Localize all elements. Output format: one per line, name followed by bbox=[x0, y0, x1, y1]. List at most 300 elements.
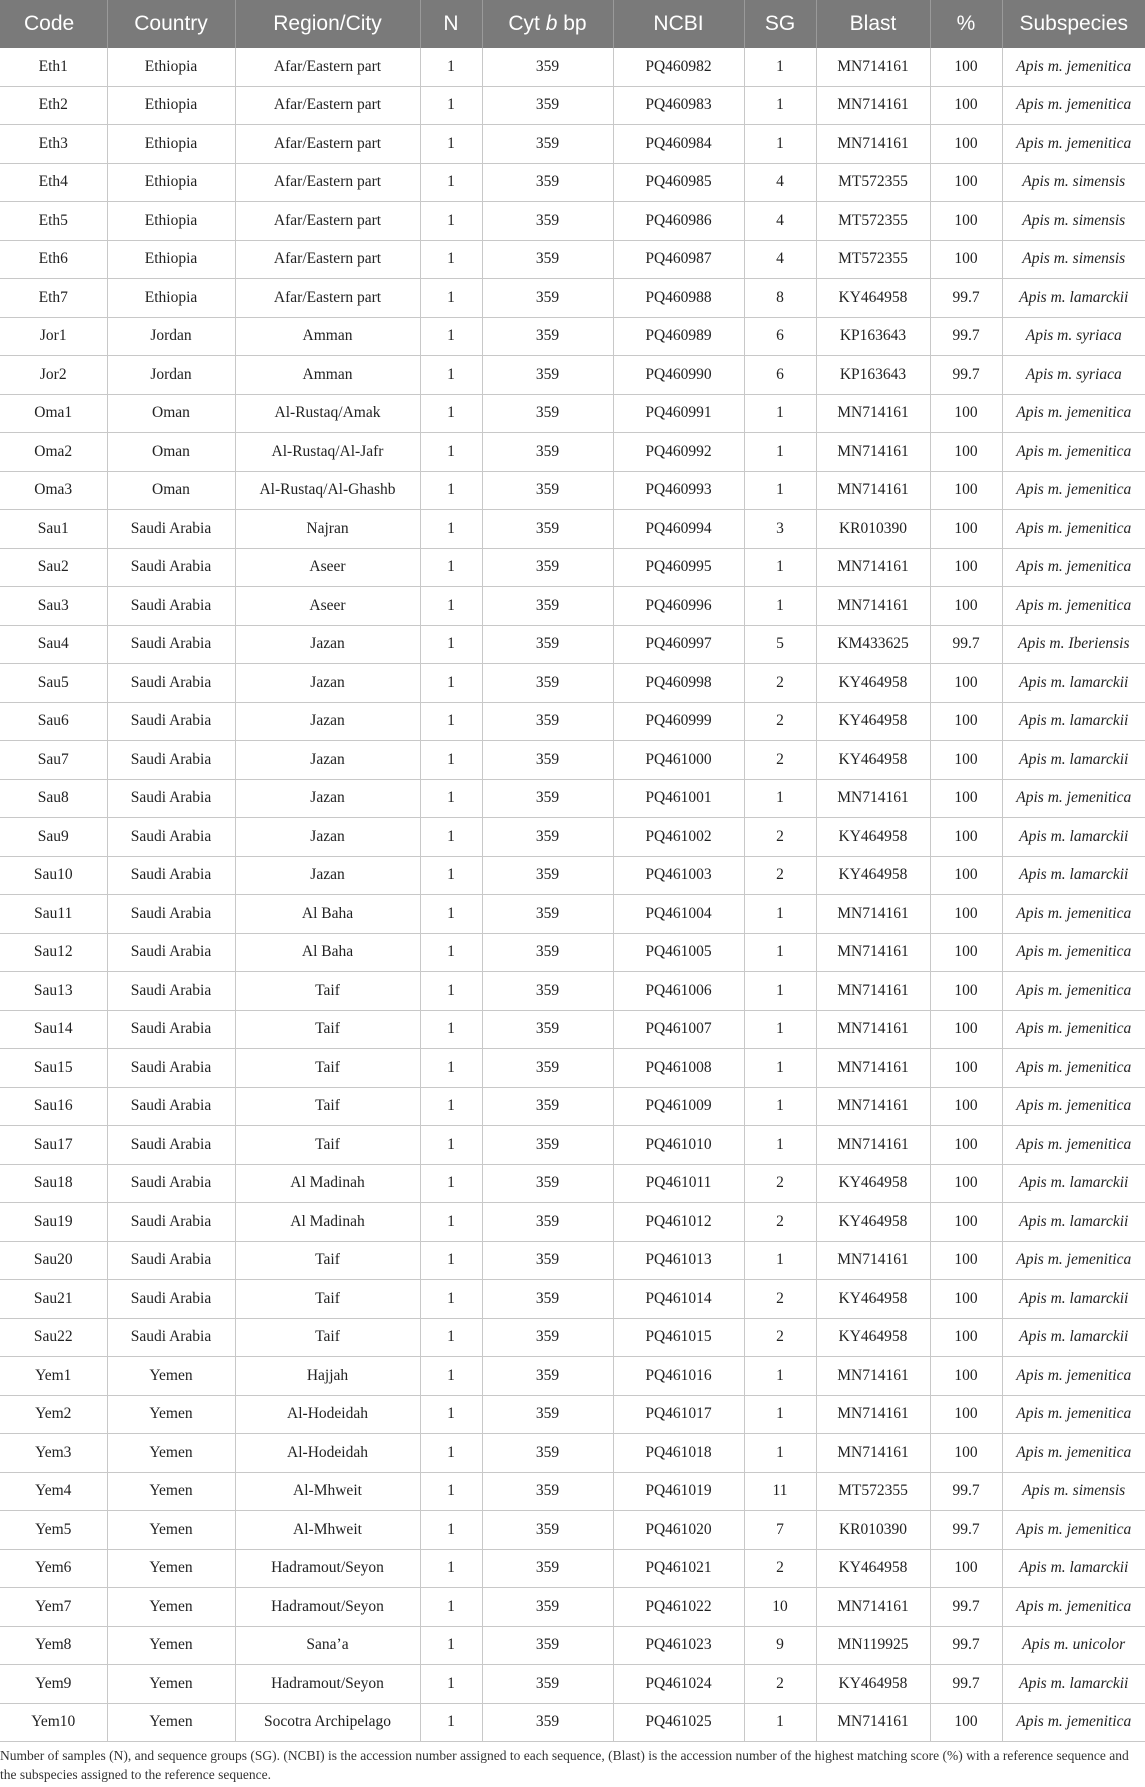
cell-sg: 5 bbox=[744, 625, 816, 664]
cell-country: Saudi Arabia bbox=[107, 510, 235, 549]
cell-ncbi: PQ461005 bbox=[613, 933, 744, 972]
cell-region: Al-Hodeidah bbox=[235, 1395, 420, 1434]
header-sg[interactable]: SG bbox=[744, 0, 816, 48]
cell-blast: MN714161 bbox=[816, 587, 930, 626]
header-blast[interactable]: Blast bbox=[816, 0, 930, 48]
cell-sg: 1 bbox=[744, 1087, 816, 1126]
cell-ncbi: PQ461015 bbox=[613, 1318, 744, 1357]
cell-n: 1 bbox=[420, 1626, 482, 1665]
cell-subspecies: Apis m. lamarckii bbox=[1002, 1203, 1145, 1242]
cell-blast: MN714161 bbox=[816, 471, 930, 510]
cell-cyt-bp: 359 bbox=[482, 1126, 613, 1165]
cell-region: Jazan bbox=[235, 779, 420, 818]
cell-percent: 99.7 bbox=[930, 625, 1002, 664]
cell-blast: MN714161 bbox=[816, 86, 930, 125]
cell-region: Jazan bbox=[235, 741, 420, 780]
table-row bbox=[0, 741, 1145, 780]
cell-blast: MT572355 bbox=[816, 240, 930, 279]
cell-n: 1 bbox=[420, 1434, 482, 1473]
cell-subspecies: Apis m. jemenitica bbox=[1002, 433, 1145, 472]
cell-blast: KY464958 bbox=[816, 1549, 930, 1588]
cell-cyt-bp: 359 bbox=[482, 1010, 613, 1049]
cell-country: Ethiopia bbox=[107, 163, 235, 202]
cell-subspecies: Apis m. lamarckii bbox=[1002, 818, 1145, 857]
cell-blast: MT572355 bbox=[816, 1472, 930, 1511]
cell-sg: 1 bbox=[744, 471, 816, 510]
cell-blast: KR010390 bbox=[816, 1511, 930, 1550]
cell-region: Jazan bbox=[235, 818, 420, 857]
cell-sg: 2 bbox=[744, 1280, 816, 1319]
cell-ncbi: PQ460995 bbox=[613, 548, 744, 587]
cell-sg: 1 bbox=[744, 933, 816, 972]
cell-region: Afar/Eastern part bbox=[235, 125, 420, 164]
cell-n: 1 bbox=[420, 895, 482, 934]
cell-ncbi: PQ460982 bbox=[613, 48, 744, 86]
table-row bbox=[0, 1357, 1145, 1396]
cell-sg: 4 bbox=[744, 163, 816, 202]
cell-subspecies: Apis m. simensis bbox=[1002, 1472, 1145, 1511]
cell-n: 1 bbox=[420, 1511, 482, 1550]
cell-subspecies: Apis m. jemenitica bbox=[1002, 933, 1145, 972]
cell-percent: 100 bbox=[930, 86, 1002, 125]
header-code[interactable]: Code bbox=[0, 0, 107, 48]
cell-country: Saudi Arabia bbox=[107, 702, 235, 741]
cell-cyt-bp: 359 bbox=[482, 587, 613, 626]
cell-code: Sau22 bbox=[0, 1318, 107, 1357]
table-row bbox=[0, 317, 1145, 356]
cell-blast: KY464958 bbox=[816, 702, 930, 741]
cell-country: Saudi Arabia bbox=[107, 895, 235, 934]
cell-ncbi: PQ461022 bbox=[613, 1588, 744, 1627]
cell-percent: 100 bbox=[930, 125, 1002, 164]
header-country[interactable]: Country bbox=[107, 0, 235, 48]
table-row bbox=[0, 240, 1145, 279]
cell-code: Sau5 bbox=[0, 664, 107, 703]
cell-code: Eth3 bbox=[0, 125, 107, 164]
cell-code: Sau4 bbox=[0, 625, 107, 664]
cell-code: Eth4 bbox=[0, 163, 107, 202]
cell-cyt-bp: 359 bbox=[482, 202, 613, 241]
cell-code: Sau15 bbox=[0, 1049, 107, 1088]
cell-percent: 100 bbox=[930, 1280, 1002, 1319]
cell-ncbi: PQ460989 bbox=[613, 317, 744, 356]
cell-country: Jordan bbox=[107, 317, 235, 356]
cell-region: Al-Hodeidah bbox=[235, 1434, 420, 1473]
cell-country: Yemen bbox=[107, 1357, 235, 1396]
cell-subspecies: Apis m. jemenitica bbox=[1002, 1357, 1145, 1396]
cell-country: Saudi Arabia bbox=[107, 818, 235, 857]
cell-sg: 1 bbox=[744, 394, 816, 433]
cell-region: Afar/Eastern part bbox=[235, 279, 420, 318]
cell-country: Yemen bbox=[107, 1395, 235, 1434]
cell-percent: 100 bbox=[930, 779, 1002, 818]
cell-percent: 99.7 bbox=[930, 1588, 1002, 1627]
cell-region: Afar/Eastern part bbox=[235, 48, 420, 86]
cell-code: Sau9 bbox=[0, 818, 107, 857]
cell-blast: MN119925 bbox=[816, 1626, 930, 1665]
cell-country: Saudi Arabia bbox=[107, 548, 235, 587]
cell-code: Jor1 bbox=[0, 317, 107, 356]
cell-percent: 100 bbox=[930, 240, 1002, 279]
cell-blast: KR010390 bbox=[816, 510, 930, 549]
cell-blast: MN714161 bbox=[816, 433, 930, 472]
cell-ncbi: PQ461012 bbox=[613, 1203, 744, 1242]
cell-percent: 100 bbox=[930, 510, 1002, 549]
cell-region: Al-Rustaq/Amak bbox=[235, 394, 420, 433]
cell-country: Saudi Arabia bbox=[107, 856, 235, 895]
cell-country: Saudi Arabia bbox=[107, 587, 235, 626]
cell-code: Yem6 bbox=[0, 1549, 107, 1588]
header-percent[interactable]: % bbox=[930, 0, 1002, 48]
cell-code: Sau6 bbox=[0, 702, 107, 741]
cell-percent: 100 bbox=[930, 933, 1002, 972]
cell-cyt-bp: 359 bbox=[482, 279, 613, 318]
table-row bbox=[0, 1126, 1145, 1165]
cell-cyt-bp: 359 bbox=[482, 741, 613, 780]
cell-cyt-bp: 359 bbox=[482, 240, 613, 279]
cell-n: 1 bbox=[420, 1203, 482, 1242]
cell-subspecies: Apis m. jemenitica bbox=[1002, 48, 1145, 86]
cell-subspecies: Apis m. jemenitica bbox=[1002, 895, 1145, 934]
cell-sg: 1 bbox=[744, 972, 816, 1011]
cell-ncbi: PQ460985 bbox=[613, 163, 744, 202]
cell-cyt-bp: 359 bbox=[482, 125, 613, 164]
cell-blast: MN714161 bbox=[816, 125, 930, 164]
cell-sg: 1 bbox=[744, 548, 816, 587]
cell-ncbi: PQ461010 bbox=[613, 1126, 744, 1165]
table-row bbox=[0, 279, 1145, 318]
table-row bbox=[0, 1164, 1145, 1203]
cell-region: Sana’a bbox=[235, 1626, 420, 1665]
cell-code: Sau18 bbox=[0, 1164, 107, 1203]
cell-code: Sau10 bbox=[0, 856, 107, 895]
cell-cyt-bp: 359 bbox=[482, 433, 613, 472]
cell-n: 1 bbox=[420, 1280, 482, 1319]
cell-blast: MN714161 bbox=[816, 548, 930, 587]
cell-n: 1 bbox=[420, 1472, 482, 1511]
cell-code: Yem10 bbox=[0, 1703, 107, 1742]
cell-region: Jazan bbox=[235, 625, 420, 664]
cell-ncbi: PQ460992 bbox=[613, 433, 744, 472]
cell-blast: KY464958 bbox=[816, 1665, 930, 1704]
table-row bbox=[0, 510, 1145, 549]
cell-subspecies: Apis m. jemenitica bbox=[1002, 1010, 1145, 1049]
cell-percent: 100 bbox=[930, 1241, 1002, 1280]
cell-percent: 100 bbox=[930, 856, 1002, 895]
cell-sg: 2 bbox=[744, 702, 816, 741]
cell-country: Saudi Arabia bbox=[107, 1241, 235, 1280]
cell-percent: 100 bbox=[930, 394, 1002, 433]
cell-percent: 100 bbox=[930, 163, 1002, 202]
cell-country: Yemen bbox=[107, 1588, 235, 1627]
cell-sg: 4 bbox=[744, 240, 816, 279]
table-row bbox=[0, 1626, 1145, 1665]
cell-percent: 100 bbox=[930, 1126, 1002, 1165]
cell-percent: 100 bbox=[930, 1549, 1002, 1588]
cell-region: Al-Rustaq/Al-Jafr bbox=[235, 433, 420, 472]
cell-ncbi: PQ461023 bbox=[613, 1626, 744, 1665]
cell-region: Taif bbox=[235, 1126, 420, 1165]
cell-blast: KY464958 bbox=[816, 741, 930, 780]
cell-subspecies: Apis m. simensis bbox=[1002, 163, 1145, 202]
cell-cyt-bp: 359 bbox=[482, 1203, 613, 1242]
header-region[interactable]: Region/City bbox=[235, 0, 420, 48]
table-row bbox=[0, 202, 1145, 241]
cell-subspecies: Apis m. jemenitica bbox=[1002, 394, 1145, 433]
cell-region: Hadramout/Seyon bbox=[235, 1665, 420, 1704]
cell-code: Yem5 bbox=[0, 1511, 107, 1550]
cell-n: 1 bbox=[420, 86, 482, 125]
cell-region: Najran bbox=[235, 510, 420, 549]
cell-sg: 1 bbox=[744, 1357, 816, 1396]
cell-blast: MN714161 bbox=[816, 1703, 930, 1742]
cell-sg: 1 bbox=[744, 1703, 816, 1742]
cell-n: 1 bbox=[420, 240, 482, 279]
table-row bbox=[0, 548, 1145, 587]
cell-blast: MN714161 bbox=[816, 394, 930, 433]
cell-code: Yem7 bbox=[0, 1588, 107, 1627]
cell-sg: 2 bbox=[744, 1164, 816, 1203]
cell-cyt-bp: 359 bbox=[482, 1241, 613, 1280]
cell-ncbi: PQ461011 bbox=[613, 1164, 744, 1203]
cell-region: Hajjah bbox=[235, 1357, 420, 1396]
cell-ncbi: PQ460987 bbox=[613, 240, 744, 279]
cell-subspecies: Apis m. jemenitica bbox=[1002, 1126, 1145, 1165]
table-row bbox=[0, 48, 1145, 86]
cell-region: Al Baha bbox=[235, 933, 420, 972]
cell-percent: 100 bbox=[930, 1010, 1002, 1049]
header-cyt-prefix: Cyt bbox=[508, 12, 546, 35]
cell-percent: 99.7 bbox=[930, 356, 1002, 395]
cell-percent: 99.7 bbox=[930, 317, 1002, 356]
cell-region: Socotra Archipelago bbox=[235, 1703, 420, 1742]
header-cyt-bp[interactable] bbox=[482, 0, 613, 48]
header-subspecies[interactable]: Subspecies bbox=[1002, 0, 1145, 48]
cell-cyt-bp: 359 bbox=[482, 317, 613, 356]
cell-sg: 1 bbox=[744, 125, 816, 164]
cell-subspecies: Apis m. jemenitica bbox=[1002, 471, 1145, 510]
cell-code: Sau8 bbox=[0, 779, 107, 818]
cell-cyt-bp: 359 bbox=[482, 548, 613, 587]
cell-sg: 2 bbox=[744, 818, 816, 857]
table-row bbox=[0, 1703, 1145, 1742]
table-row bbox=[0, 1087, 1145, 1126]
cell-blast: MN714161 bbox=[816, 1010, 930, 1049]
table-row bbox=[0, 664, 1145, 703]
cell-code: Sau12 bbox=[0, 933, 107, 972]
cell-region: Taif bbox=[235, 1010, 420, 1049]
header-cyt-italic: b bbox=[545, 12, 558, 35]
cell-n: 1 bbox=[420, 202, 482, 241]
cell-n: 1 bbox=[420, 818, 482, 857]
cell-n: 1 bbox=[420, 587, 482, 626]
cell-subspecies: Apis m. jemenitica bbox=[1002, 1049, 1145, 1088]
cell-country: Saudi Arabia bbox=[107, 1049, 235, 1088]
header-ncbi[interactable]: NCBI bbox=[613, 0, 744, 48]
cell-n: 1 bbox=[420, 1703, 482, 1742]
cell-blast: MN714161 bbox=[816, 48, 930, 86]
cell-region: Al Madinah bbox=[235, 1164, 420, 1203]
cell-country: Yemen bbox=[107, 1665, 235, 1704]
cell-cyt-bp: 359 bbox=[482, 163, 613, 202]
cell-code: Sau21 bbox=[0, 1280, 107, 1319]
cell-sg: 6 bbox=[744, 356, 816, 395]
cell-sg: 2 bbox=[744, 856, 816, 895]
cell-cyt-bp: 359 bbox=[482, 1703, 613, 1742]
cell-blast: MN714161 bbox=[816, 779, 930, 818]
cell-country: Saudi Arabia bbox=[107, 1087, 235, 1126]
cell-sg: 1 bbox=[744, 1010, 816, 1049]
cell-region: Amman bbox=[235, 317, 420, 356]
header-n[interactable]: N bbox=[420, 0, 482, 48]
cell-n: 1 bbox=[420, 625, 482, 664]
cell-region: Amman bbox=[235, 356, 420, 395]
cell-region: Al-Mhweit bbox=[235, 1472, 420, 1511]
cell-n: 1 bbox=[420, 972, 482, 1011]
cell-blast: KY464958 bbox=[816, 856, 930, 895]
cell-ncbi: PQ460988 bbox=[613, 279, 744, 318]
table-row bbox=[0, 86, 1145, 125]
cell-ncbi: PQ461007 bbox=[613, 1010, 744, 1049]
cell-code: Eth5 bbox=[0, 202, 107, 241]
cell-region: Afar/Eastern part bbox=[235, 86, 420, 125]
cell-blast: MN714161 bbox=[816, 1357, 930, 1396]
cell-cyt-bp: 359 bbox=[482, 1472, 613, 1511]
cell-subspecies: Apis m. Iberiensis bbox=[1002, 625, 1145, 664]
cell-n: 1 bbox=[420, 279, 482, 318]
cell-n: 1 bbox=[420, 856, 482, 895]
cell-region: Aseer bbox=[235, 548, 420, 587]
cell-region: Jazan bbox=[235, 664, 420, 703]
cell-ncbi: PQ461002 bbox=[613, 818, 744, 857]
cell-cyt-bp: 359 bbox=[482, 856, 613, 895]
cell-code: Sau1 bbox=[0, 510, 107, 549]
cell-region: Al Baha bbox=[235, 895, 420, 934]
cell-ncbi: PQ461021 bbox=[613, 1549, 744, 1588]
cell-cyt-bp: 359 bbox=[482, 1087, 613, 1126]
cell-ncbi: PQ461016 bbox=[613, 1357, 744, 1396]
cell-code: Oma1 bbox=[0, 394, 107, 433]
cell-cyt-bp: 359 bbox=[482, 625, 613, 664]
cell-sg: 3 bbox=[744, 510, 816, 549]
cell-region: Taif bbox=[235, 1241, 420, 1280]
table-row bbox=[0, 818, 1145, 857]
cell-sg: 1 bbox=[744, 48, 816, 86]
cell-subspecies: Apis m. lamarckii bbox=[1002, 1549, 1145, 1588]
cell-cyt-bp: 359 bbox=[482, 1318, 613, 1357]
cell-ncbi: PQ461001 bbox=[613, 779, 744, 818]
cell-blast: MN714161 bbox=[816, 1241, 930, 1280]
cell-n: 1 bbox=[420, 1049, 482, 1088]
cell-country: Saudi Arabia bbox=[107, 1318, 235, 1357]
cell-n: 1 bbox=[420, 394, 482, 433]
cell-percent: 100 bbox=[930, 1703, 1002, 1742]
cell-code: Eth1 bbox=[0, 48, 107, 86]
cell-code: Yem1 bbox=[0, 1357, 107, 1396]
cell-blast: MN714161 bbox=[816, 1395, 930, 1434]
cell-code: Yem3 bbox=[0, 1434, 107, 1473]
cell-code: Sau19 bbox=[0, 1203, 107, 1242]
cell-blast: KY464958 bbox=[816, 1280, 930, 1319]
cell-blast: KY464958 bbox=[816, 279, 930, 318]
table-row bbox=[0, 1511, 1145, 1550]
cell-sg: 2 bbox=[744, 1665, 816, 1704]
cell-country: Ethiopia bbox=[107, 48, 235, 86]
table-row bbox=[0, 1203, 1145, 1242]
table-row bbox=[0, 895, 1145, 934]
cell-ncbi: PQ460996 bbox=[613, 587, 744, 626]
cell-country: Yemen bbox=[107, 1511, 235, 1550]
cell-country: Ethiopia bbox=[107, 202, 235, 241]
cell-sg: 1 bbox=[744, 587, 816, 626]
cell-cyt-bp: 359 bbox=[482, 972, 613, 1011]
cell-sg: 1 bbox=[744, 86, 816, 125]
cell-n: 1 bbox=[420, 741, 482, 780]
cell-cyt-bp: 359 bbox=[482, 394, 613, 433]
cell-ncbi: PQ461013 bbox=[613, 1241, 744, 1280]
table-row bbox=[0, 471, 1145, 510]
cell-percent: 100 bbox=[930, 202, 1002, 241]
cell-code: Jor2 bbox=[0, 356, 107, 395]
cell-sg: 7 bbox=[744, 1511, 816, 1550]
cell-sg: 2 bbox=[744, 741, 816, 780]
cell-cyt-bp: 359 bbox=[482, 933, 613, 972]
table-row bbox=[0, 125, 1145, 164]
cell-code: Sau16 bbox=[0, 1087, 107, 1126]
cell-subspecies: Apis m. lamarckii bbox=[1002, 1164, 1145, 1203]
table-row bbox=[0, 1549, 1145, 1588]
cell-percent: 100 bbox=[930, 1395, 1002, 1434]
cell-cyt-bp: 359 bbox=[482, 1280, 613, 1319]
cell-region: Hadramout/Seyon bbox=[235, 1588, 420, 1627]
cell-region: Al Madinah bbox=[235, 1203, 420, 1242]
cell-cyt-bp: 359 bbox=[482, 356, 613, 395]
cell-subspecies: Apis m. lamarckii bbox=[1002, 856, 1145, 895]
cell-cyt-bp: 359 bbox=[482, 471, 613, 510]
cell-country: Saudi Arabia bbox=[107, 1280, 235, 1319]
cell-n: 1 bbox=[420, 1164, 482, 1203]
cell-percent: 100 bbox=[930, 664, 1002, 703]
cell-subspecies: Apis m. jemenitica bbox=[1002, 1588, 1145, 1627]
table-row bbox=[0, 856, 1145, 895]
cell-country: Ethiopia bbox=[107, 86, 235, 125]
table-row bbox=[0, 1588, 1145, 1627]
cell-region: Afar/Eastern part bbox=[235, 240, 420, 279]
cell-subspecies: Apis m. simensis bbox=[1002, 240, 1145, 279]
cell-ncbi: PQ461008 bbox=[613, 1049, 744, 1088]
table-row bbox=[0, 163, 1145, 202]
cell-subspecies: Apis m. lamarckii bbox=[1002, 1318, 1145, 1357]
cell-sg: 11 bbox=[744, 1472, 816, 1511]
cell-country: Yemen bbox=[107, 1626, 235, 1665]
cell-country: Saudi Arabia bbox=[107, 1164, 235, 1203]
cell-blast: KY464958 bbox=[816, 1203, 930, 1242]
cell-code: Sau2 bbox=[0, 548, 107, 587]
table-row bbox=[0, 1434, 1145, 1473]
table-row bbox=[0, 1472, 1145, 1511]
cell-sg: 1 bbox=[744, 1126, 816, 1165]
cell-code: Sau13 bbox=[0, 972, 107, 1011]
cell-cyt-bp: 359 bbox=[482, 664, 613, 703]
cell-region: Taif bbox=[235, 1087, 420, 1126]
cell-country: Ethiopia bbox=[107, 279, 235, 318]
cell-n: 1 bbox=[420, 1357, 482, 1396]
cell-country: Ethiopia bbox=[107, 125, 235, 164]
cell-cyt-bp: 359 bbox=[482, 1549, 613, 1588]
cell-blast: MN714161 bbox=[816, 1087, 930, 1126]
cell-ncbi: PQ461025 bbox=[613, 1703, 744, 1742]
header-cyt-suffix: bp bbox=[557, 12, 587, 35]
